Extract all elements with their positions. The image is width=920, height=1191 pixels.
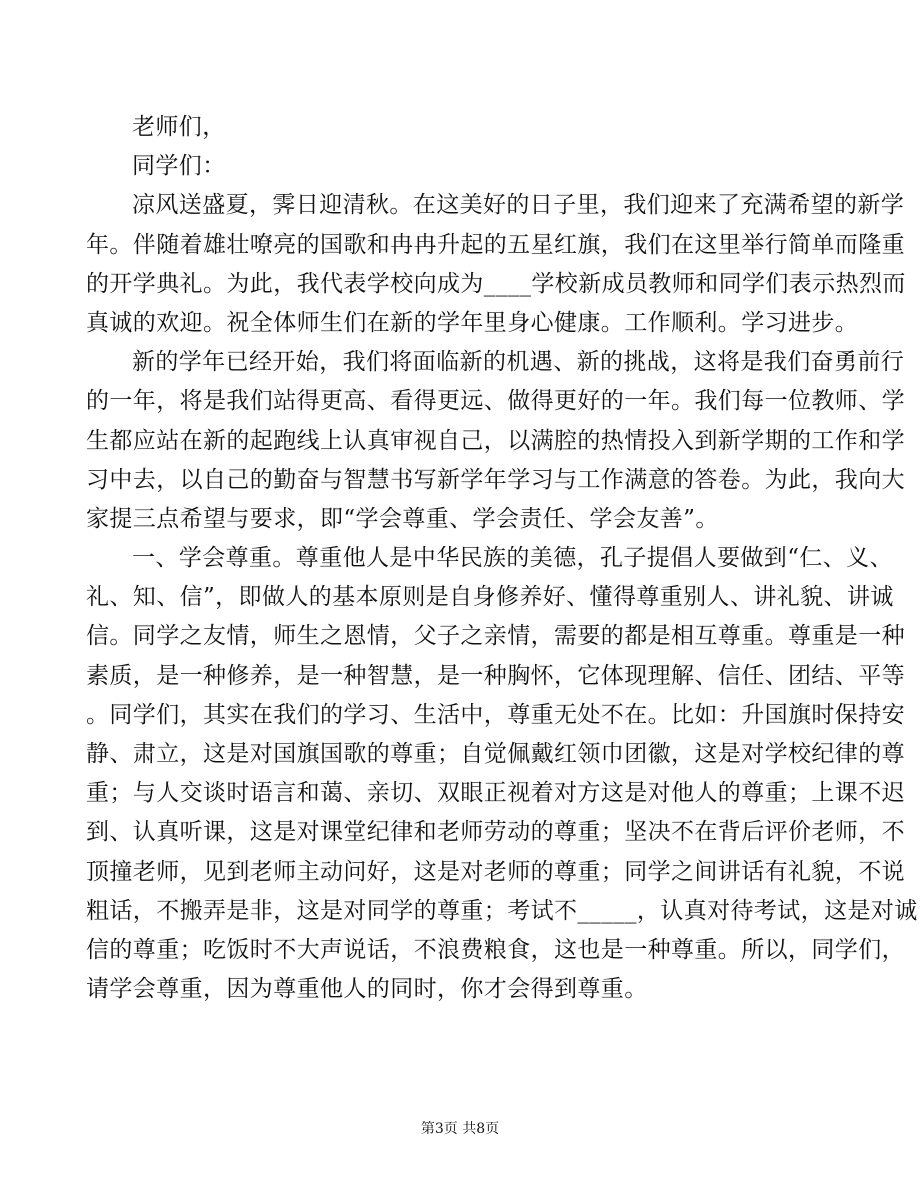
salutation-students: 同学们： xyxy=(132,153,226,180)
paragraph-line: 新的学年已经开始，我们将面临新的机遇、新的挑战，这将是我们奋勇前行 xyxy=(132,349,905,376)
paragraph-line: 一、学会尊重。尊重他人是中华民族的美德，孔子提倡人要做到“仁、义、 xyxy=(132,545,893,572)
paragraph-line: 素质，是一种修养，是一种智慧，是一种胸怀，它体现理解、信任、团结、平等 xyxy=(86,662,905,689)
paragraph-line: 凉风送盛夏，霁日迎清秋。在这美好的日子里，我们迎来了充满希望的新学 xyxy=(132,192,905,219)
paragraph-line: 家提三点希望与要求，即“学会尊重、学会责任、学会友善”。 xyxy=(86,505,719,532)
paragraph-line: 请学会尊重，因为尊重他人的同时，你才会得到尊重。 xyxy=(86,976,648,1003)
paragraph-line: 礼、知、信”，即做人的基本原则是自身修养好、懂得尊重别人、讲礼貌、讲诚 xyxy=(86,584,894,611)
paragraph-line: 粗话，不搬弄是非，这是对同学的尊重；考试不_____，认真对待考试，这是对诚 xyxy=(86,897,918,924)
document-body xyxy=(86,108,918,1009)
paragraph-line: 信的尊重；吃饭时不大声说话，不浪费粮食，这也是一种尊重。所以，同学们， xyxy=(86,936,905,963)
paragraph-line: 重；与人交谈时语言和蔼、亲切、双眼正视着对方这是对他人的尊重；上课不迟 xyxy=(86,780,905,807)
paragraph-line: 顶撞老师，见到老师主动问好，这是对老师的尊重；同学之间讲话有礼貌，不说 xyxy=(86,858,905,885)
paragraph-line: 信。同学之友情，师生之恩情，父子之亲情，需要的都是相互尊重。尊重是一种 xyxy=(86,623,905,650)
paragraph-line: 的开学典礼。为此，我代表学校向成为____学校新成员教师和同学们表示热烈而 xyxy=(86,270,906,297)
paragraph-line: 年。伴随着雄壮嘹亮的国歌和冉冉升起的五星红旗，我们在这里举行简单而隆重 xyxy=(86,231,905,258)
page-number: 第3页 共8页 xyxy=(420,1121,500,1137)
paragraph-line: 习中去，以自己的勤奋与智慧书写新学年学习与工作满意的答卷。为此，我向大 xyxy=(86,466,905,493)
paragraph-line: 的一年，将是我们站得更高、看得更远、做得更好的一年。我们每一位教师、学 xyxy=(86,388,905,415)
paragraph-line: 。同学们，其实在我们的学习、生活中，尊重无处不在。比如：升国旗时保持安 xyxy=(86,701,905,728)
paragraph-line: 生都应站在新的起跑线上认真审视自己，以满腔的热情投入到新学期的工作和学 xyxy=(86,427,905,454)
salutation-teachers: 老师们， xyxy=(132,114,226,140)
paragraph-line: 真诚的欢迎。祝全体师生们在新的学年里身心健康。工作顺利。学习进步。 xyxy=(86,309,859,336)
paragraph-line: 到、认真听课，这是对课堂纪律和老师劳动的尊重；坚决不在背后评价老师，不 xyxy=(86,819,905,846)
paragraph-line: 静、肃立，这是对国旗国歌的尊重；自觉佩戴红领巾团徽，这是对学校纪律的尊 xyxy=(86,741,905,767)
